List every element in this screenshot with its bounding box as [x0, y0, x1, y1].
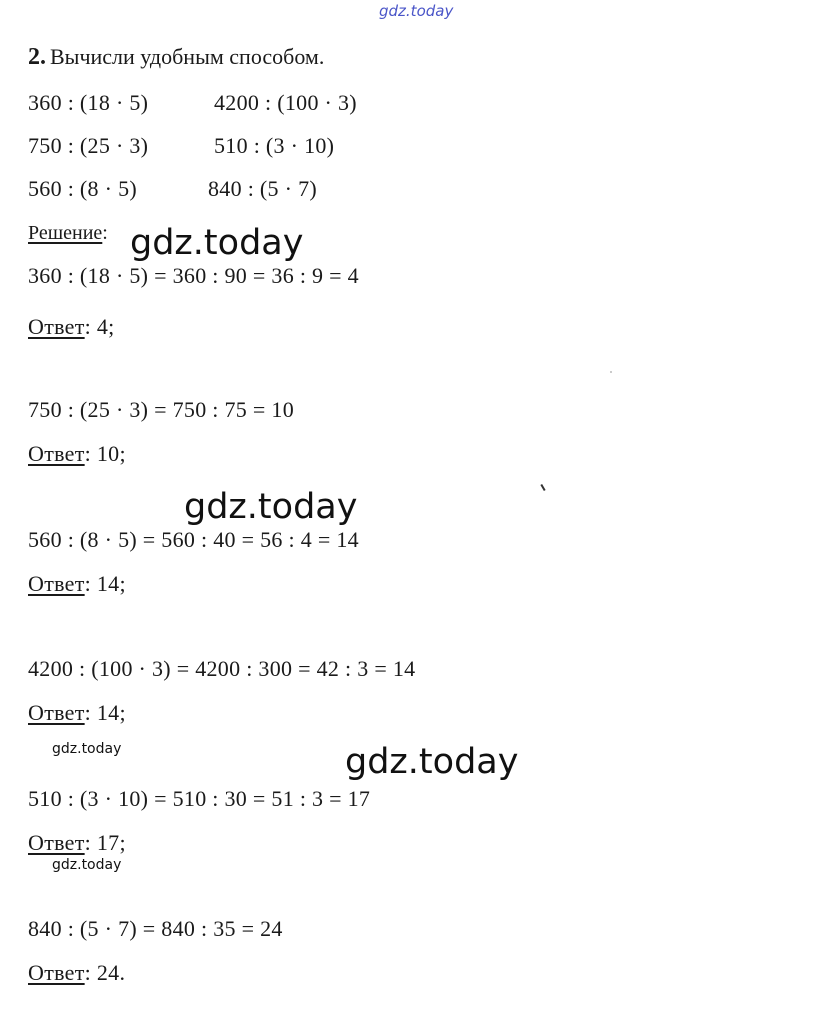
answer-value-2: : 10; [84, 441, 126, 466]
answer-line-3 [28, 571, 126, 597]
answer-value-5: : 17; [84, 830, 126, 855]
answer-line-5 [28, 830, 126, 856]
answer-value-6: : 24. [84, 960, 126, 985]
watermark-big-3: gdz.today [345, 742, 519, 782]
answer-line-1 [28, 314, 115, 340]
task-text: Вычисли удобным способом. [50, 44, 325, 69]
scan-tick-mark [540, 484, 545, 491]
answer-value-4: : 14; [84, 700, 126, 725]
exercise-right-1: 4200 : (100 · 3) [214, 90, 357, 115]
scan-speck [610, 371, 612, 373]
solution-expression-5: 510 : (3 · 10) = 510 : 30 = 51 : 3 = 17 [28, 786, 371, 811]
solution-expression-1: 360 : (18 · 5) = 360 : 90 = 36 : 9 = 4 [28, 263, 359, 288]
solution-heading-colon: : [102, 222, 108, 244]
answer-label: Ответ [28, 571, 85, 596]
exercise-right-3: 840 : (5 · 7) [208, 176, 317, 201]
exercise-left-2: 750 : (25 · 3) [28, 133, 149, 158]
exercise-left-1: 360 : (18 · 5) [28, 90, 149, 115]
answer-line-6 [28, 960, 125, 986]
task-number: 2. [28, 44, 46, 70]
exercise-left-3: 560 : (8 · 5) [28, 176, 137, 201]
solution-heading [28, 222, 108, 245]
watermark-big-1: gdz.today [130, 223, 304, 263]
exercise-right-2: 510 : (3 · 10) [214, 133, 335, 158]
solution-expression-6: 840 : (5 · 7) = 840 : 35 = 24 [28, 916, 283, 941]
solution-expression-2: 750 : (25 · 3) = 750 : 75 = 10 [28, 397, 295, 422]
answer-label: Ответ [28, 441, 85, 466]
answer-label: Ответ [28, 960, 85, 985]
task-heading [28, 44, 324, 71]
answer-label: Ответ [28, 830, 85, 855]
answer-line-4 [28, 700, 126, 726]
answer-value-1: : 4; [84, 314, 115, 339]
solution-expression-3: 560 : (8 · 5) = 560 : 40 = 56 : 4 = 14 [28, 527, 359, 552]
answer-label: Ответ [28, 314, 85, 339]
solution-heading-label: Решение [28, 222, 103, 244]
answer-label: Ответ [28, 700, 85, 725]
watermark-small-1: gdz.today [52, 741, 122, 757]
answer-value-3: : 14; [84, 571, 126, 596]
answer-line-2 [28, 441, 126, 467]
solution-expression-4: 4200 : (100 · 3) = 4200 : 300 = 42 : 3 = 14 [28, 656, 416, 681]
watermark-big-2: gdz.today [184, 487, 358, 527]
watermark-small-2: gdz.today [52, 857, 122, 873]
watermark-top: gdz.today [379, 2, 454, 20]
